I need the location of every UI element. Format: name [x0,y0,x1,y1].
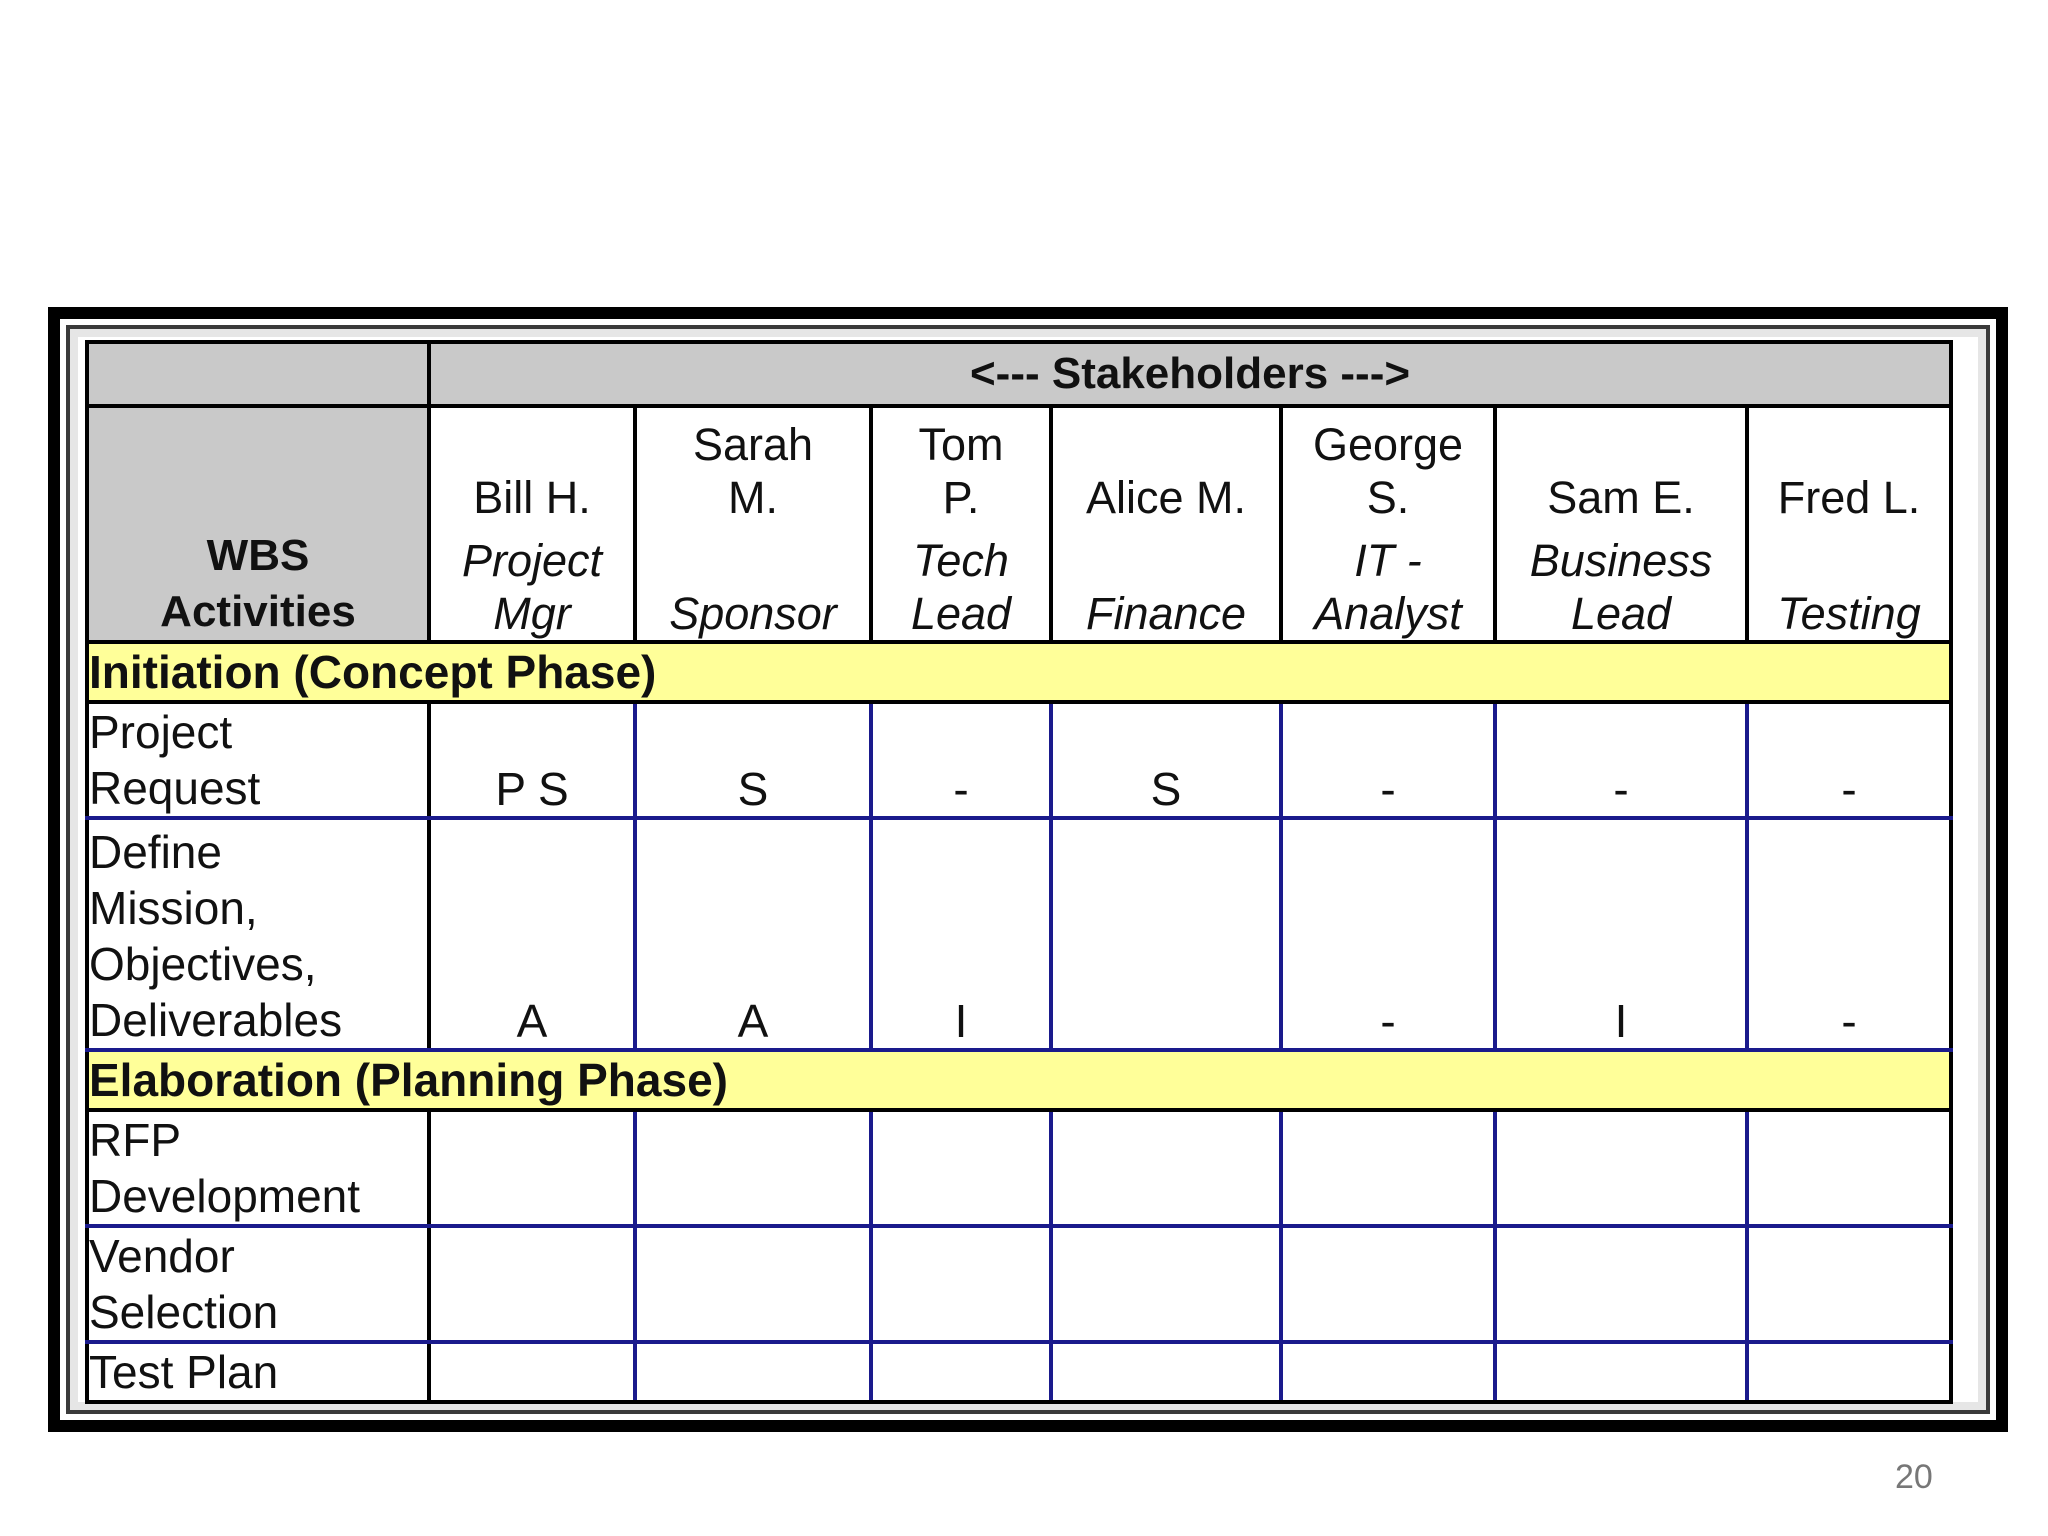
raci-cell [1747,1342,1951,1402]
raci-cell [1495,1342,1747,1402]
stakeholders-banner: <--- Stakeholders ---> [429,342,1951,406]
stakeholders-banner-row [87,342,1951,406]
phase-title: Initiation (Concept Phase) [87,642,1951,702]
activity-row [87,1226,1951,1342]
stakeholder-bill: Bill H. Project Mgr [429,406,635,642]
raci-cell: P S [429,702,635,818]
raci-cell [1495,1226,1747,1342]
raci-cell [1747,1226,1951,1342]
raci-cell [1281,1226,1495,1342]
raci-cell [429,1110,635,1226]
raci-cell: - [1747,702,1951,818]
wbs-activities-header: WBS Activities [87,406,429,642]
activity-name: Define Mission, Objectives, Deliverables [87,818,429,1050]
raci-cell: S [635,702,871,818]
banner-spacer [87,342,429,406]
raci-cell [1051,1110,1281,1226]
phase-row-initiation [87,642,1951,702]
raci-cell: - [871,702,1051,818]
raci-cell: - [1747,818,1951,1050]
raci-cell [1495,1110,1747,1226]
raci-cell [635,1110,871,1226]
raci-cell: - [1281,818,1495,1050]
activity-row [87,1110,1951,1226]
raci-cell: - [1495,702,1747,818]
header-row [87,406,1951,642]
activity-row [87,1342,1951,1402]
activity-name: Test Plan [87,1342,429,1402]
raci-cell [871,1226,1051,1342]
stakeholder-george: George S. IT - Analyst [1281,406,1495,642]
raci-cell: - [1281,702,1495,818]
raci-cell [871,1110,1051,1226]
raci-matrix [85,340,1953,1404]
phase-row-elaboration [87,1050,1951,1110]
activity-name: Project Request [87,702,429,818]
stakeholder-sam: Sam E. Business Lead [1495,406,1747,642]
activity-name: RFP Development [87,1110,429,1226]
activity-name: Vendor Selection [87,1226,429,1342]
stakeholder-tom: Tom P. Tech Lead [871,406,1051,642]
raci-cell [1051,1342,1281,1402]
raci-cell [871,1342,1051,1402]
raci-cell [429,1226,635,1342]
raci-cell [1281,1110,1495,1226]
activity-row [87,702,1951,818]
raci-cell: I [871,818,1051,1050]
page-number: 20 [1895,1458,1933,1496]
raci-cell [1051,818,1281,1050]
raci-cell [635,1342,871,1402]
stakeholder-sarah: Sarah M. Sponsor [635,406,871,642]
raci-cell: A [429,818,635,1050]
raci-cell [1051,1226,1281,1342]
stakeholder-fred: Fred L. Testing [1747,406,1951,642]
raci-cell [635,1226,871,1342]
raci-cell [429,1342,635,1402]
raci-cell: A [635,818,871,1050]
raci-cell: S [1051,702,1281,818]
raci-cell [1747,1110,1951,1226]
raci-cell: I [1495,818,1747,1050]
activity-row [87,818,1951,1050]
raci-cell [1281,1342,1495,1402]
phase-title: Elaboration (Planning Phase) [87,1050,1951,1110]
stakeholder-alice: Alice M. Finance [1051,406,1281,642]
